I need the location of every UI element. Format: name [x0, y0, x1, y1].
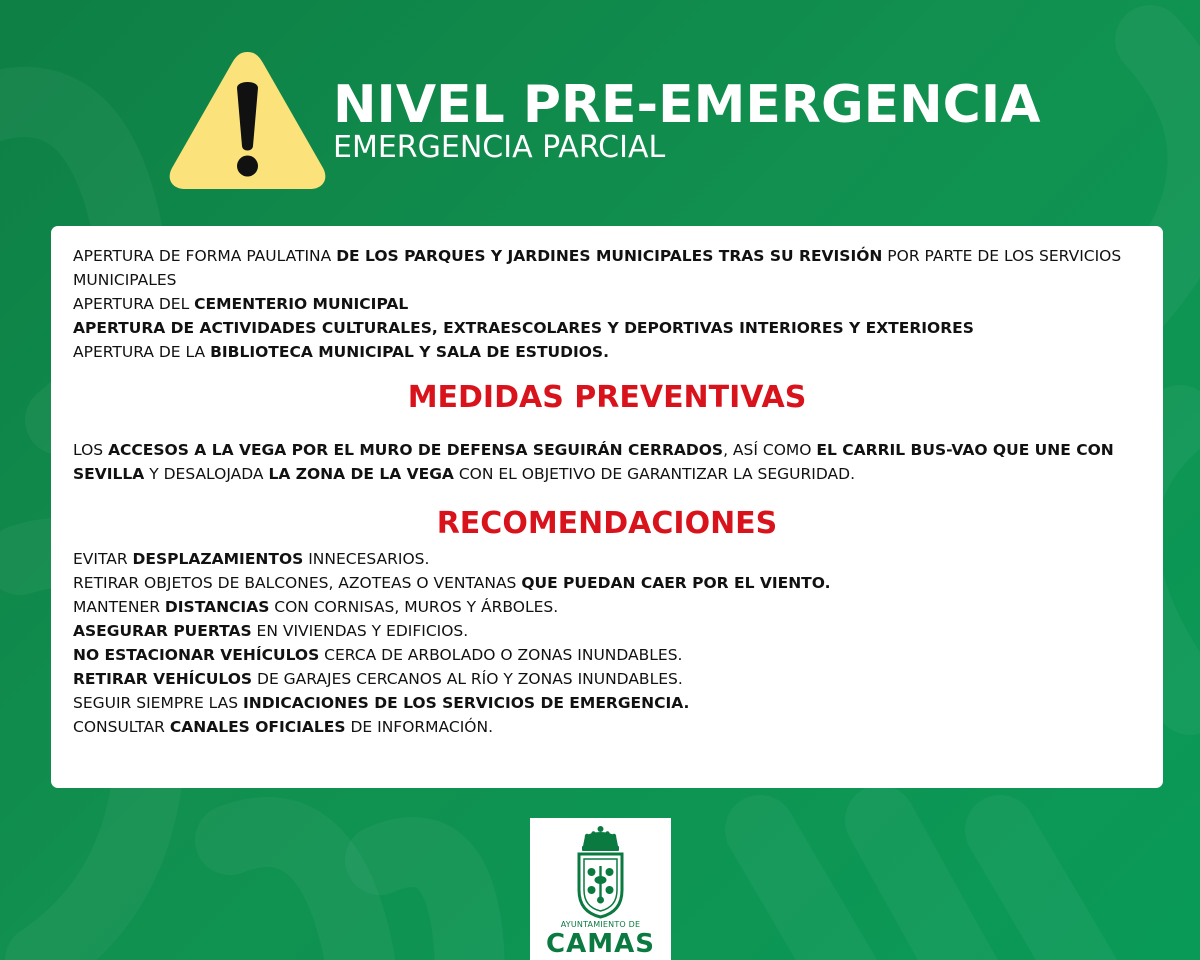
section-heading-recomendaciones: RECOMENDACIONES — [436, 506, 778, 541]
camas-coat-of-arms-icon — [573, 824, 628, 920]
logo-text-camas: CAMAS — [546, 929, 655, 959]
page-subtitle: EMERGENCIA PARCIAL — [333, 130, 666, 165]
opening-item: APERTURA DE ACTIVIDADES CULTURALES, EXTRAESCOLARES Y DEPORTIVAS INTERIORES Y EXTERIORES — [73, 319, 974, 337]
recommendation-item: CONSULTAR CANALES OFICIALES DE INFORMACIÓN. — [73, 718, 494, 736]
info-card — [51, 226, 1163, 788]
recommendation-item: NO ESTACIONAR VEHÍCULOS CERCA DE ARBOLADO O ZONAS INUNDABLES. — [73, 646, 683, 664]
ayuntamiento-logo — [530, 818, 671, 960]
recommendation-item: RETIRAR VEHÍCULOS DE GARAJES CERCANOS AL RÍO Y ZONAS INUNDABLES. — [73, 670, 683, 688]
recommendation-item: RETIRAR OBJETOS DE BALCONES, AZOTEAS O VENTANAS QUE PUEDAN CAER POR EL VIENTO. — [73, 574, 831, 592]
logo-text-small: AYUNTAMIENTO DE — [560, 920, 641, 929]
measures-paragraph: LOS ACCESOS A LA VEGA POR EL MURO DE DEFENSA SEGUIRÁN CERRADOS, ASÍ COMO EL CARRIL BUS-VAO QUE UNE CON SEVILLA Y DESALOJADA LA ZONA DE LA VEGA CON EL OBJETIVO DE GARANTIZAR LA SEGURIDAD. — [73, 441, 1114, 483]
header — [0, 0, 1200, 220]
opening-item: APERTURA DEL CEMENTERIO MUNICIPAL — [73, 295, 409, 313]
recommendation-item: EVITAR DESPLAZAMIENTOS INNECESARIOS. — [73, 550, 430, 568]
recommendation-item: MANTENER DISTANCIAS CON CORNISAS, MUROS Y ÁRBOLES. — [73, 598, 559, 616]
warning-triangle-icon — [165, 44, 330, 196]
opening-item: APERTURA DE FORMA PAULATINA DE LOS PARQUES Y JARDINES MUNICIPALES TRAS SU REVISIÓN POR PARTE DE LOS SERVICIOS MUNICIPALES — [73, 247, 1122, 289]
recommendation-item: SEGUIR SIEMPRE LAS INDICACIONES DE LOS SERVICIOS DE EMERGENCIA. — [73, 694, 690, 712]
opening-item: APERTURA DE LA BIBLIOTECA MUNICIPAL Y SALA DE ESTUDIOS. — [73, 343, 609, 361]
section-heading-medidas: MEDIDAS PREVENTIVAS — [407, 380, 807, 415]
page-title: NIVEL PRE-EMERGENCIA — [333, 75, 1041, 135]
recommendation-item: ASEGURAR PUERTAS EN VIVIENDAS Y EDIFICIOS. — [73, 622, 469, 640]
